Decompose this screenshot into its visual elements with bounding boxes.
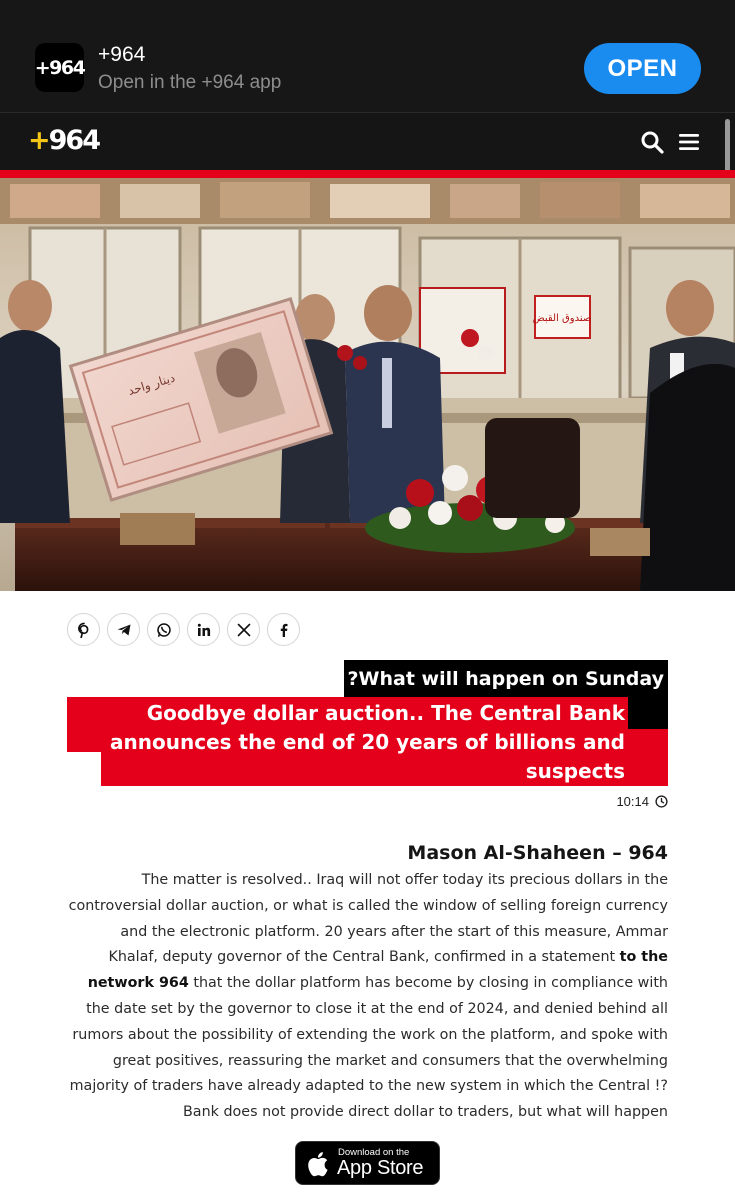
share-bar — [67, 613, 300, 646]
open-app-button[interactable]: OPEN — [584, 43, 701, 94]
publish-time-row — [616, 794, 668, 809]
app-store-badge[interactable] — [295, 1141, 440, 1185]
search-icon[interactable] — [640, 130, 664, 154]
app-banner-subtitle: Open in the +964 app — [98, 72, 282, 93]
apple-logo-icon — [305, 1150, 329, 1178]
smart-app-banner — [0, 0, 735, 112]
headline-notch — [67, 752, 101, 786]
x-icon — [236, 622, 252, 638]
headline-black-accent — [628, 697, 668, 729]
article-body — [67, 868, 668, 1126]
article-body-part1: The matter is resolved.. Iraq will not offer today its precious dollars in the controversial dollar auction, or what is called the window of selling foreign currency and the electronic platform. 20 years after the start of this measure, Ammar Khalaf, deputy governor of the Central Bank, confirmed in a statement — [68, 872, 668, 966]
hamburger-menu-icon[interactable] — [678, 132, 700, 152]
article-body-part2: that the dollar platform has become by closing in compliance with the date set by the governor to close it at the end of 2024, and denied behind all rumors about the possibility of extending the work on the platform, and spoke with great positives, reassuring the market and consumers that the overwhelming majority of traders have already adapted to the new system in which the Central !?Bank does not provide direct dollar to traders, but what will happen — [69, 975, 668, 1121]
share-telegram-button[interactable] — [107, 613, 140, 646]
facebook-icon — [276, 622, 292, 638]
share-linkedin-button[interactable] — [187, 613, 220, 646]
share-facebook-button[interactable] — [267, 613, 300, 646]
logo-plus: + — [28, 125, 49, 156]
whatsapp-icon — [156, 622, 172, 638]
article-body-bold-link[interactable]: to the network 964 — [87, 949, 668, 992]
linkedin-icon — [196, 622, 212, 638]
hero-sign-text: صندوق القبض — [532, 313, 592, 324]
header-red-rule — [0, 170, 735, 178]
pinterest-icon — [76, 622, 92, 638]
app-store-small-text: Download on the — [338, 1147, 410, 1158]
app-icon[interactable] — [35, 43, 84, 92]
share-x-button[interactable] — [227, 613, 260, 646]
article-headline: Goodbye dollar auction.. The Central Bank announces the end of 20 years of billions and suspects — [110, 701, 625, 783]
share-pinterest-button[interactable] — [67, 613, 100, 646]
app-icon-logo: +964 — [34, 56, 85, 79]
logo-number: 964 — [48, 125, 99, 156]
app-store-big-text: App Store — [337, 1157, 424, 1179]
share-whatsapp-button[interactable] — [147, 613, 180, 646]
article-kicker: ?What will happen on Sunday — [344, 660, 668, 697]
app-name: +964 — [98, 43, 146, 66]
article-byline: Mason Al-Shaheen – 964 — [407, 842, 668, 864]
clock-icon — [655, 795, 668, 808]
hero-photo-illustration — [0, 178, 735, 591]
hero-image — [0, 178, 735, 591]
site-header — [0, 112, 735, 170]
publish-time: 10:14 — [616, 794, 649, 809]
banknote-text: دينار واحد — [126, 370, 177, 399]
site-logo[interactable] — [28, 125, 99, 156]
telegram-icon — [116, 622, 132, 638]
